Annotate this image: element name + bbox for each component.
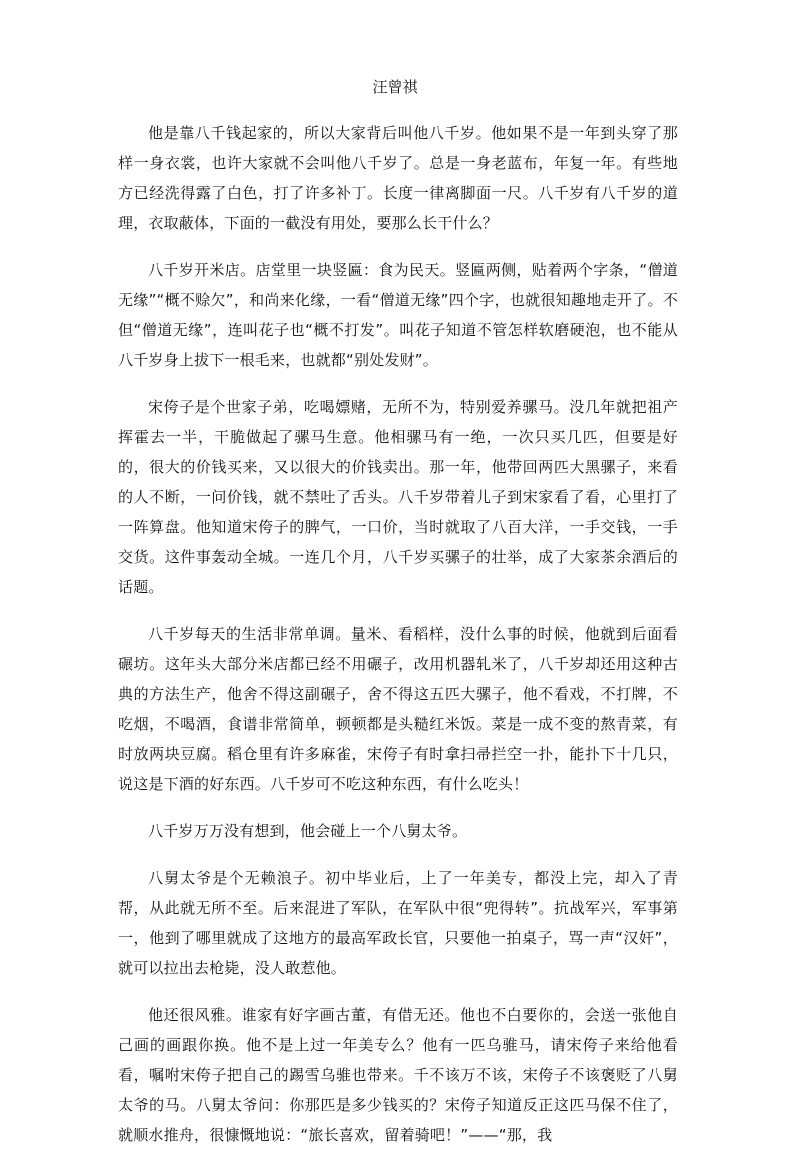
paragraph-3: 宋侉子是个世家子弟，吃喝嫖赌，无所不为，特别爱养骡马。没几年就把祖产挥霍去一半，干脆做起了骡马生意。他相骡马有一绝，一次只买几匹，但要是好的，很大的价钱买来，又以很大的价钱卖出。那一年，他带回两匹大黑骡子，来看的人不断，一问价钱，就不禁吐了舌头。八千岁带着儿子到宋家看了看，心里打了一阵算盘。他知道宋侉子的脾气，一口价，当时就取了八百大洋，一手交钱，一手交货。这件事轰动全城。一连几个月，八千岁买骡子的壮举，成了大家茶余酒后的话题。 <box>118 398 678 596</box>
paragraph-1: 他是靠八千钱起家的，所以大家背后叫他八千岁。他如果不是一年到头穿了那样一身衣裳，也许大家就不会叫他八千岁了。总是一身老蓝布，年复一年。有些地方已经洗得露了白色，打了许多补丁。长度一律离脚面一尺。八千岁有八千岁的道理，衣取蔽体，下面的一截没有用处，要那么长干什么？ <box>118 124 678 232</box>
paragraph-6: 八舅太爷是个无赖浪子。初中毕业后，上了一年美专，都没上完，却入了青帮，从此就无所不至。后来混进了军队，在军队中很“兜得转”。抗战军兴，军事第一，他到了哪里就成了这地方的最高军政长官，只要他一拍桌子，骂一声“汉奸”，就可以拉出去枪毙，没人敢惹他。 <box>118 869 678 977</box>
paragraph-7: 他还很风雅。谁家有好字画古董，有借无还。他也不白要你的，会送一张他自己画的画跟你换。他不是上过一年美专么？他有一匹乌骓马，请宋侉子来给他看看，嘱咐宋侉子把自己的踢雪乌骓也带来。千不该万不该，宋侉子不该褒贬了八舅太爷的马。八舅太爷问：你那匹是多少钱买的？宋侉子知道反正这匹马保不住了，就顺水推舟，很慷慨地说：“旅长喜欢，留着骑吧！”——“那，我 <box>118 1006 678 1144</box>
paragraph-4: 八千岁每天的生活非常单调。量米、看稻样，没什么事的时候，他就到后面看碾坊。这年头大部分米店都已经不用碾子，改用机器轧米了，八千岁却还用这种古典的方法生产，他舍不得这副碾子，舍不得这五匹大骡子，他不看戏，不打牌，不吃烟，不喝酒，食谱非常简单，顿顿都是头糙红米饭。菜是一成不变的熬青菜，有时放两块豆腐。稻仓里有许多麻雀，宋侉子有时拿扫帚拦空一扑，能扑下十几只，说这是下酒的好东西。八千岁可不吃这种东西，有什么吃头！ <box>118 625 678 793</box>
paragraph-2: 八千岁开米店。店堂里一块竖匾：食为民天。竖匾两侧，贴着两个字条，“僧道无缘”“概不赊欠”，和尚来化缘，一看“僧道无缘”四个字，也就很知趣地走开了。不但“僧道无缘”，连叫花子也“概不打发”。叫花子知道不管怎样软磨硬泡，也不能从八千岁身上拔下一根毛来，也就都“别处发财”。 <box>118 261 678 369</box>
paragraph-5: 八千岁万万没有想到，他会碰上一个八舅太爷。 <box>148 822 468 840</box>
author-name: 汪曾祺 <box>372 78 418 96</box>
article-body <box>118 118 678 1167</box>
